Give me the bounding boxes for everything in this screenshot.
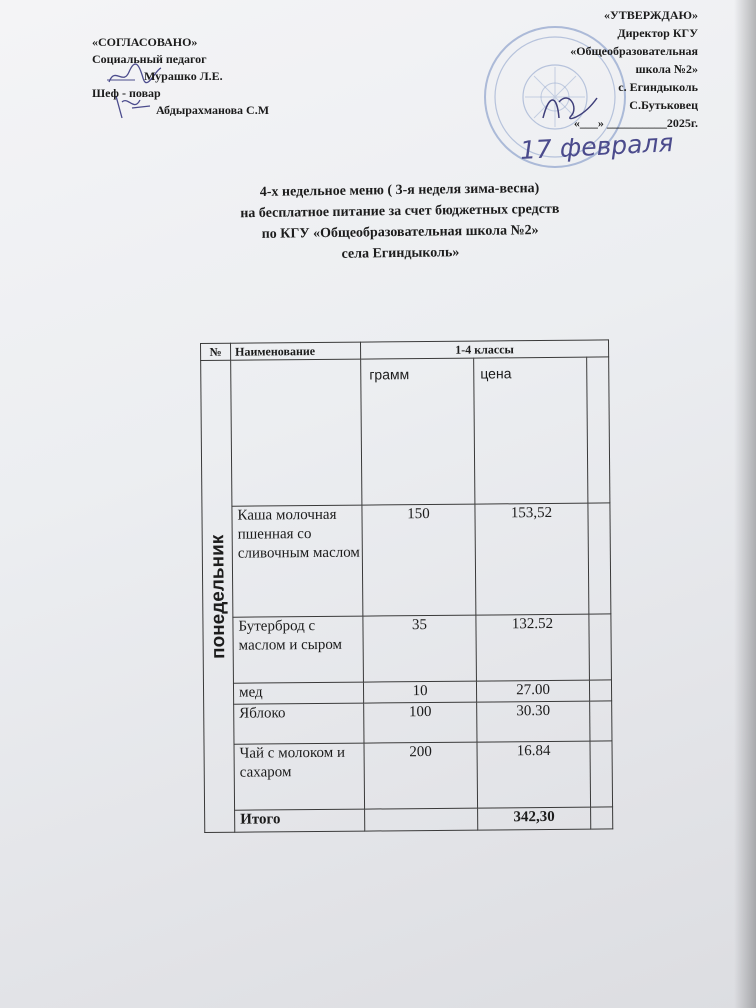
subheader-price: цена — [474, 357, 588, 504]
row-price: 16.84 — [477, 741, 591, 808]
row-gram: 100 — [364, 702, 477, 743]
row-name: Бутерброд с маслом и сыром — [233, 616, 364, 683]
document-title — [149, 177, 650, 268]
row-name: мед — [233, 682, 363, 704]
row-gram: 35 — [363, 615, 477, 682]
blank-cell — [587, 357, 610, 503]
day-cell — [201, 360, 235, 832]
approval-left-line1: Социальный педагог — [92, 52, 207, 66]
row-price: 153,52 — [475, 503, 589, 615]
table-row — [202, 503, 611, 618]
approval-left-line3: Шеф - повар — [92, 86, 161, 100]
approval-right-line2: «Общеобразовательная — [570, 44, 698, 58]
approval-right-line3: школа №2» — [635, 62, 698, 76]
handwritten-date: 17 февраля — [519, 128, 675, 165]
blank-cell — [589, 680, 611, 701]
day-label: понедельник — [206, 534, 229, 659]
menu-table — [200, 339, 613, 833]
row-gram: 10 — [363, 681, 476, 703]
approval-right-line5: С.Бутьковец — [629, 98, 698, 112]
table-subheader-row — [201, 357, 610, 507]
total-label: Итого — [235, 809, 365, 832]
row-name: Каша молочная пшенная со сливочным маслом — [232, 505, 363, 617]
approval-right-heading: «УТВЕРЖДАЮ» — [603, 8, 698, 22]
approval-right-line6: «___» __________2025г. — [573, 116, 698, 130]
blank-cell — [590, 701, 612, 741]
approval-right-line1: Директор КГУ — [617, 26, 698, 40]
table-row — [204, 701, 612, 745]
row-price: 27.00 — [476, 680, 589, 702]
approval-right-block — [470, 6, 698, 132]
approval-left-heading: «СОГЛАСОВАНО» — [92, 35, 198, 49]
subheader-blank — [231, 359, 362, 506]
row-price: 132.52 — [476, 614, 590, 681]
approval-left-line4: Абдырахманова С.М — [156, 103, 270, 117]
row-gram: 200 — [364, 742, 478, 809]
row-price: 30.30 — [477, 701, 590, 742]
row-gram: 150 — [362, 504, 476, 616]
row-name: Яблоко — [234, 703, 364, 744]
blank-cell — [365, 808, 478, 831]
header-number: № — [201, 343, 231, 360]
blank-cell — [588, 503, 611, 614]
blank-cell — [590, 741, 613, 807]
title-line4: села Егиндыколь» — [341, 245, 460, 262]
header-class-group: 1-4 классы — [360, 340, 608, 359]
title-line1: 4-х недельное меню ( 3-я неделя зима-весна) — [259, 181, 540, 200]
approval-right-line4: с. Егиндыколь — [618, 80, 698, 94]
table-total-row — [205, 807, 613, 833]
total-value: 342,30 — [478, 807, 591, 830]
blank-cell — [591, 807, 613, 829]
header-name: Наименование — [231, 342, 361, 360]
approval-left-block — [92, 34, 269, 119]
blank-cell — [589, 614, 612, 680]
approval-left-line2: Мурашко Л.Е. — [144, 69, 223, 83]
title-line3: по КГУ «Общеобразовательная школа №2» — [261, 223, 539, 242]
subheader-gram: грамм — [361, 358, 475, 505]
table-row — [203, 614, 612, 684]
table-row — [204, 741, 613, 811]
title-line2: на бесплатное питание за счет бюджетных средств — [240, 201, 560, 222]
row-name: Чай с молоком и сахаром — [234, 743, 365, 810]
